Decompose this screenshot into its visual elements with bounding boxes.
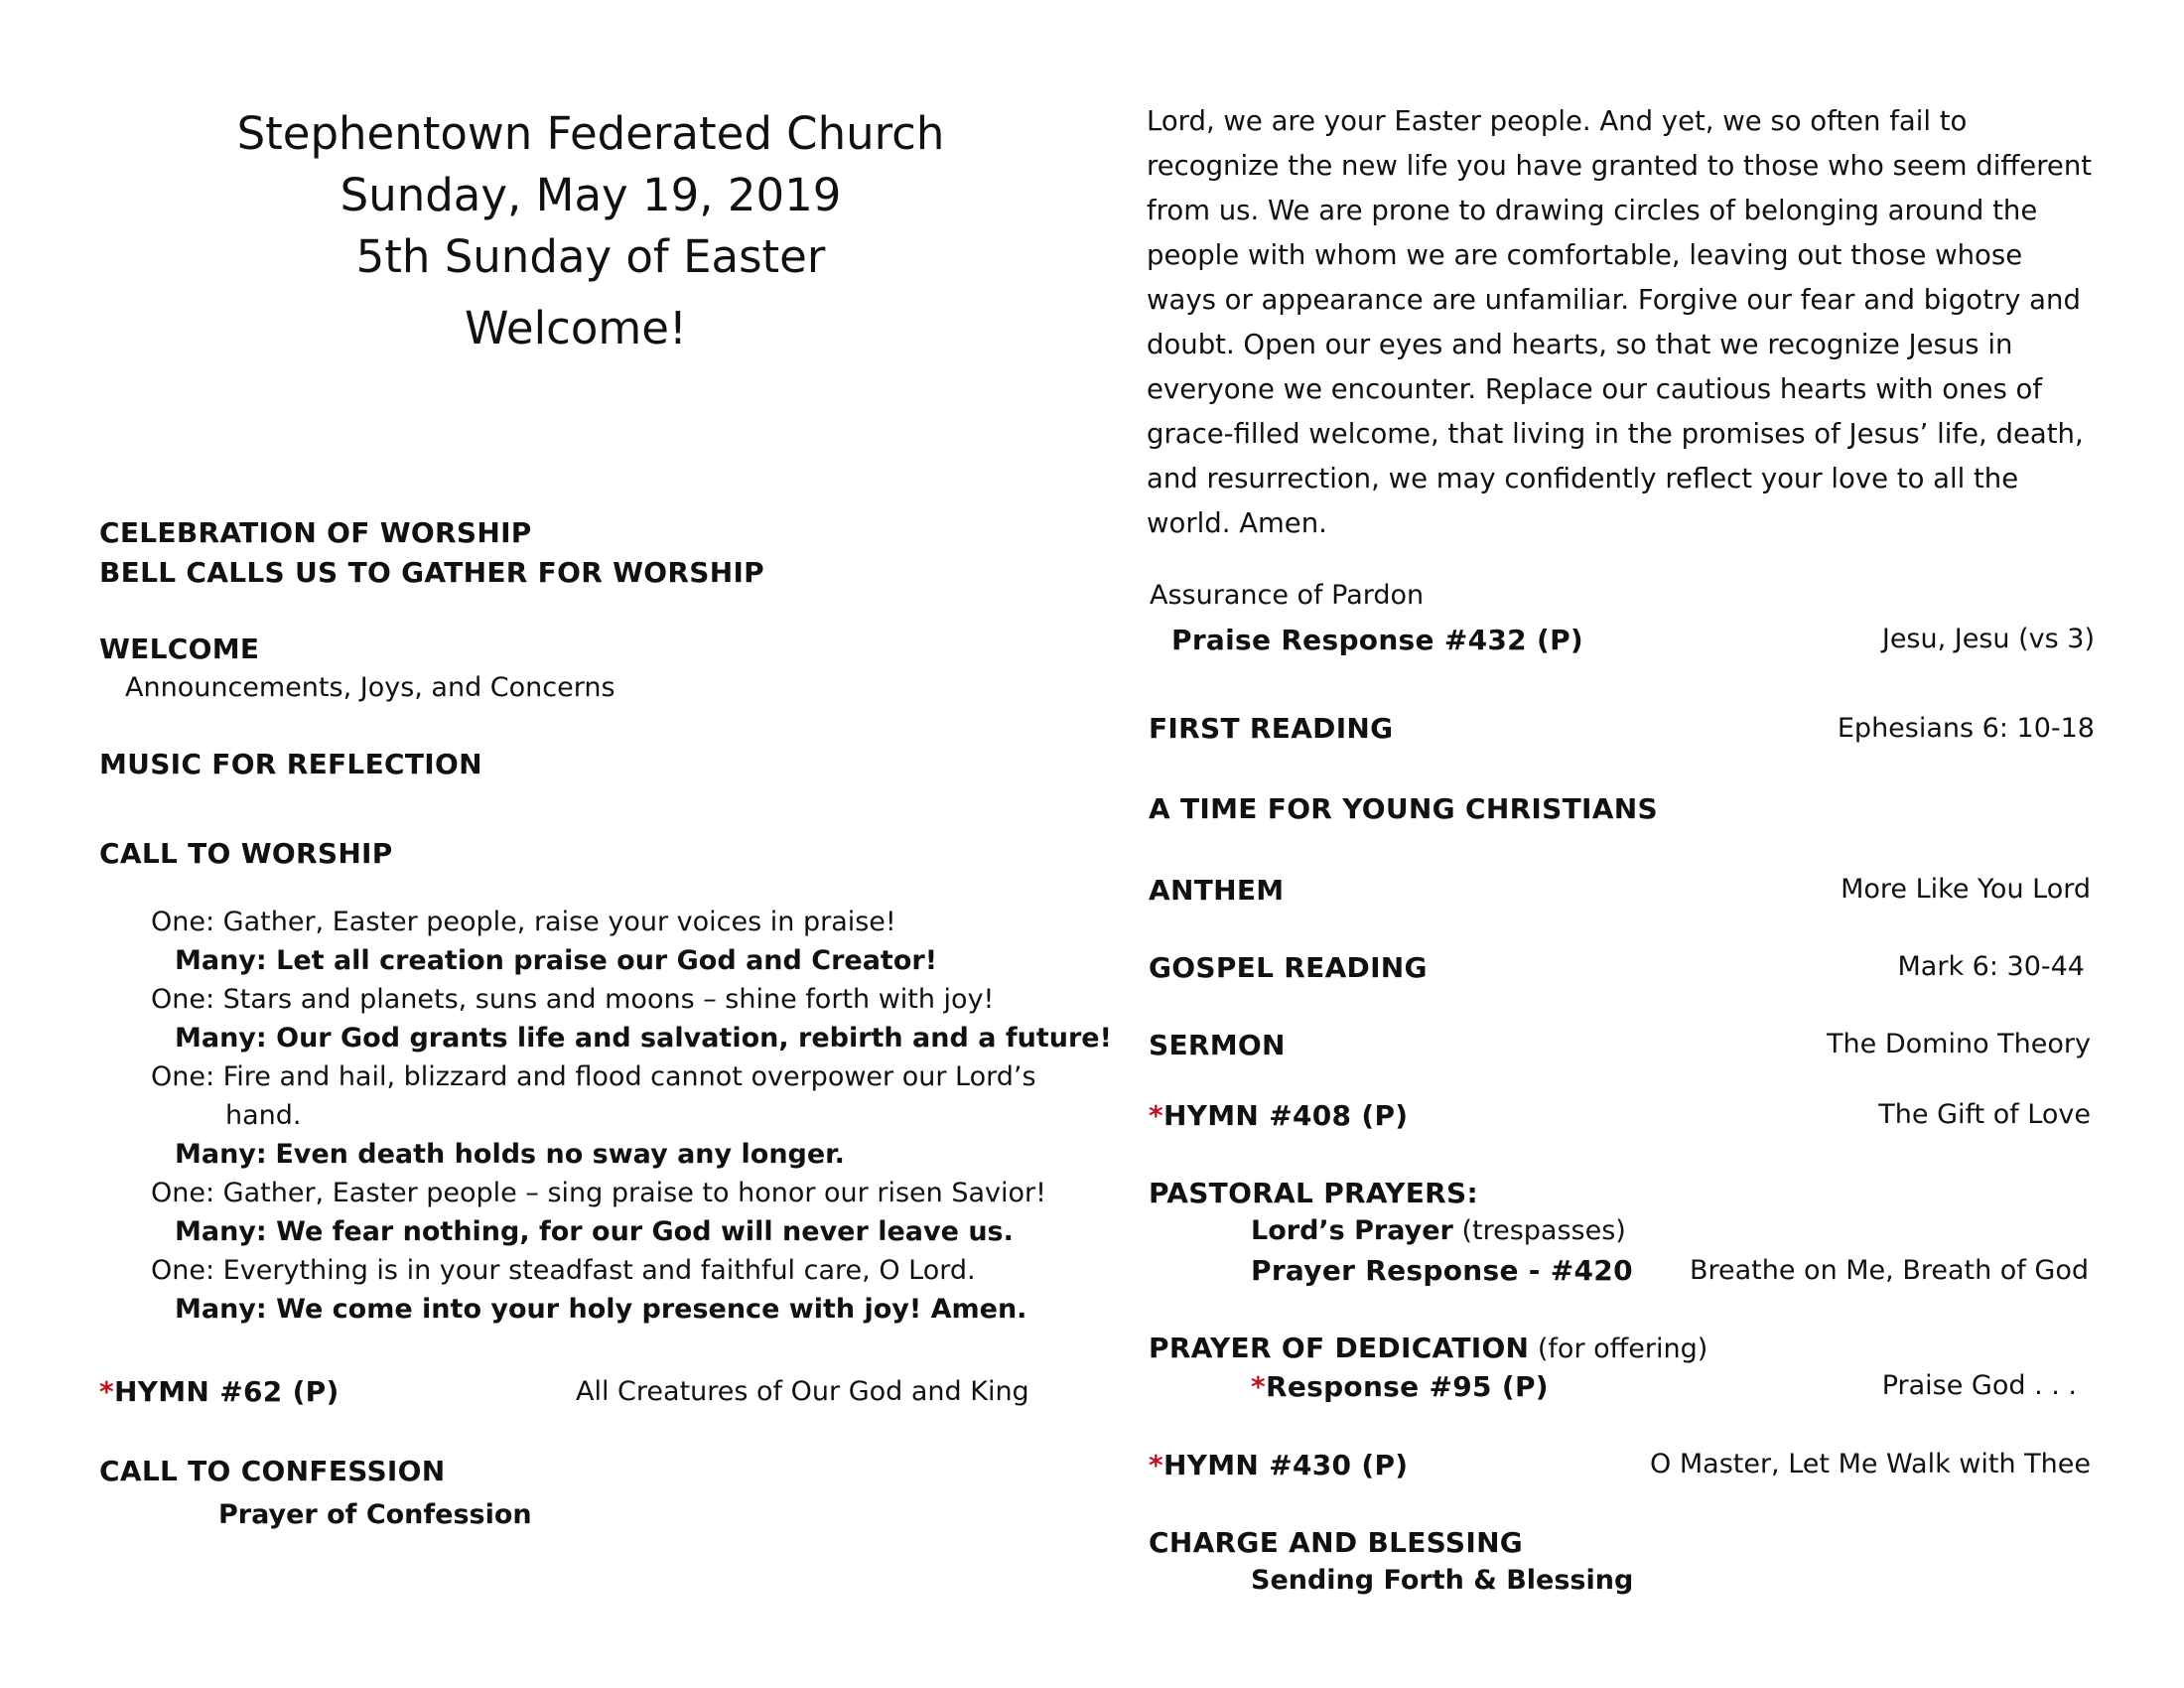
prayer-of-confession: Prayer of Confession xyxy=(218,1499,532,1530)
standing-asterisk: * xyxy=(1149,1099,1163,1132)
first-reading-label: FIRST READING xyxy=(1149,712,1394,745)
prayer-response-title: Breathe on Me, Breath of God xyxy=(1689,1255,2089,1286)
young-christians-heading: A TIME FOR YOUNG CHRISTIANS xyxy=(1149,792,1658,825)
response-95-title: Praise God . . . xyxy=(1881,1370,2077,1401)
assurance-of-pardon: Assurance of Pardon xyxy=(1150,580,1425,611)
call-to-confession-heading: CALL TO CONFESSION xyxy=(99,1455,446,1487)
litany-line: Many: We fear nothing, for our God will never leave us. xyxy=(175,1216,1014,1247)
gospel-reading-title: Mark 6: 30-44 xyxy=(1897,951,2085,982)
litany-line: One: Stars and planets, suns and moons – shine forth with joy! xyxy=(151,984,995,1015)
sending-forth-line: Sending Forth & Blessing xyxy=(1251,1565,1634,1596)
first-reading-title: Ephesians 6: 10-18 xyxy=(1837,713,2095,744)
sermon-label: SERMON xyxy=(1149,1029,1286,1061)
celebration-heading: CELEBRATION OF WORSHIP xyxy=(99,516,532,549)
litany-line: Many: Let all creation praise our God and Creator! xyxy=(175,945,938,976)
litany-line: Many: Even death holds no sway any longer. xyxy=(175,1139,845,1170)
prayer-response-label: Prayer Response - #420 xyxy=(1251,1254,1633,1287)
charge-and-blessing-heading: CHARGE AND BLESSING xyxy=(1149,1526,1524,1559)
standing-asterisk: * xyxy=(99,1375,114,1408)
hymn-62-label: *HYMN #62 (P) xyxy=(99,1375,340,1408)
music-heading: MUSIC FOR REFLECTION xyxy=(99,748,482,780)
litany-line: One: Fire and hail, blizzard and flood cannot overpower our Lord’s xyxy=(151,1061,1036,1092)
standing-asterisk: * xyxy=(1149,1449,1163,1481)
service-date: Sunday, May 19, 2019 xyxy=(340,169,842,221)
service-occasion: 5th Sunday of Easter xyxy=(355,230,826,283)
dedication-line: PRAYER OF DEDICATION (for offering) xyxy=(1149,1332,1708,1364)
litany-line: One: Gather, Easter people – sing praise to honor our risen Savior! xyxy=(151,1178,1046,1208)
standing-asterisk: * xyxy=(1251,1370,1266,1403)
litany-line: Many: We come into your holy presence with joy! Amen. xyxy=(175,1294,1027,1325)
welcome-heading: WELCOME xyxy=(99,633,260,665)
sermon-title: The Domino Theory xyxy=(1827,1029,2091,1059)
hymn-408-label: *HYMN #408 (P) xyxy=(1149,1099,1409,1132)
confession-prayer-text: Lord, we are your Easter people. And yet, we so often fail to recognize the new life you have granted to those who seem different from us. We are prone to drawing circles of belonging around the people with whom we are comfortable, leaving out those whose ways or appearance are unfamiliar. Forgive our fear and bigotry and doubt. Open our eyes and hearts, so that we recognize Jesus in everyone we encounter. Replace our cautious hearts with ones of grace-filled welcome, that living in the promises of Jesus’ life, death, and resurrection, we may confidently reflect your love to all the world. Amen. xyxy=(1147,105,2093,539)
hymn-430-label: *HYMN #430 (P) xyxy=(1149,1449,1409,1481)
anthem-label: ANTHEM xyxy=(1149,874,1285,907)
praise-response-title: Jesu, Jesu (vs 3) xyxy=(1881,624,2095,654)
hymn-430-title: O Master, Let Me Walk with Thee xyxy=(1650,1449,2091,1479)
response-95-label: *Response #95 (P) xyxy=(1251,1370,1549,1403)
welcome-title: Welcome! xyxy=(465,302,687,354)
pastoral-prayers-heading: PASTORAL PRAYERS: xyxy=(1149,1177,1479,1209)
announcements-line: Announcements, Joys, and Concerns xyxy=(125,672,615,703)
hymn-62-title: All Creatures of Our God and King xyxy=(576,1376,1029,1407)
hymn-408-title: The Gift of Love xyxy=(1878,1099,2091,1130)
gospel-reading-label: GOSPEL READING xyxy=(1149,951,1428,984)
praise-response-label: Praise Response #432 (P) xyxy=(1171,624,1584,656)
church-name: Stephentown Federated Church xyxy=(236,107,945,160)
bell-heading: BELL CALLS US TO GATHER FOR WORSHIP xyxy=(99,556,764,589)
call-to-worship-heading: CALL TO WORSHIP xyxy=(99,837,393,870)
lords-prayer-line: Lord’s Prayer (trespasses) xyxy=(1251,1215,1626,1246)
litany-line: hand. xyxy=(225,1100,302,1131)
anthem-title: More Like You Lord xyxy=(1841,874,2091,905)
litany-line: One: Everything is in your steadfast and faithful care, O Lord. xyxy=(151,1255,976,1286)
litany-line: One: Gather, Easter people, raise your voices in praise! xyxy=(151,907,896,937)
litany-line: Many: Our God grants life and salvation, rebirth and a future! xyxy=(175,1023,1112,1054)
